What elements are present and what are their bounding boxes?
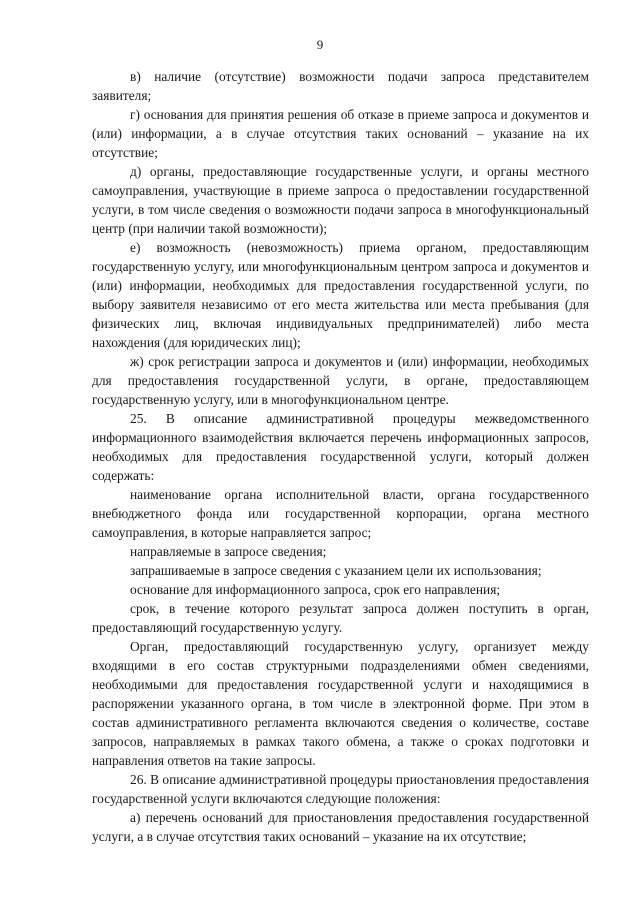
paragraph-requested-data: запрашиваемые в запросе сведения с указанием цели их использования; (130, 563, 542, 578)
paragraph-request-authority: наименование органа исполнительной власти, органа государственного внебюджетного фонда или государственной корпорации, органа местного самоуправления, в которые направляется запрос; (92, 487, 589, 540)
paragraph-item-zh: ж) срок регистрации запроса и документов и (или) информации, необходимых для предоставления государственной услуги, в органе, предоставляющем государственную услугу, или в многофункциональном центре. (92, 354, 589, 407)
paragraph-clause-25: 25. В описание административной процедуры межведомственного информационного взаимодействия включается перечень информационных запросов, необходимых для предоставления государственной услуги, который должен содержать: (92, 411, 589, 483)
paragraph-request-basis: основание для информационного запроса, срок его направления; (130, 582, 501, 597)
paragraph-internal-exchange: Орган, предоставляющий государственную услугу, организует между входящими в его состав структурными подразделениями обмен сведениями, необходимыми для предоставления государственной услуги и находящимися в распоряжении указанного органа, в том числе в электронной форме. При этом в состав административного регламента включаются сведения о количестве, составе запросов, направляемых в рамках такого обмена, а также о сроках подготовки и направления ответов на такие запросы. (92, 639, 589, 768)
paragraph-sent-data: направляемые в запросе сведения; (130, 544, 327, 559)
paragraph-clause-26: 26. В описание административной процедуры приостановления предоставления государственной услуги включаются следующие положения: (92, 772, 589, 806)
paragraph-item-g: г) основания для принятия решения об отказе в приеме запроса и документов и (или) информации, а в случае отсутствия таких оснований – указание на их отсутствие; (92, 107, 589, 160)
paragraph-item-a: а) перечень оснований для приостановления предоставления государственной услуги, а в случае отсутствия таких оснований – указание на их отсутствие; (92, 810, 589, 844)
paragraph-result-deadline: срок, в течение которого результат запроса должен поступить в орган, предоставляющий государственную услугу. (92, 601, 589, 635)
paragraph-item-v: в) наличие (отсутствие) возможности подачи запроса представителем заявителя; (92, 69, 589, 103)
page-number: 9 (316, 37, 324, 52)
document-body (92, 67, 589, 846)
paragraph-item-e: е) возможность (невозможность) приема органом, предоставляющим государственную услугу, или многофункциональным центром запроса и документов и (или) информации, необходимых для предоставления государственной услуги, по выбору заявителя независимо от его места жительства или места пребывания (для физических лиц, включая индивидуальных предпринимателей) либо места нахождения (для юридических лиц); (92, 240, 589, 350)
paragraph-item-d: д) органы, предоставляющие государственные услуги, и органы местного самоуправления, участвующие в приеме запроса о предоставлении государственной услуги, в том числе сведения о возможности подачи запроса в многофункциональный центр (при наличии такой возможности); (92, 164, 589, 236)
